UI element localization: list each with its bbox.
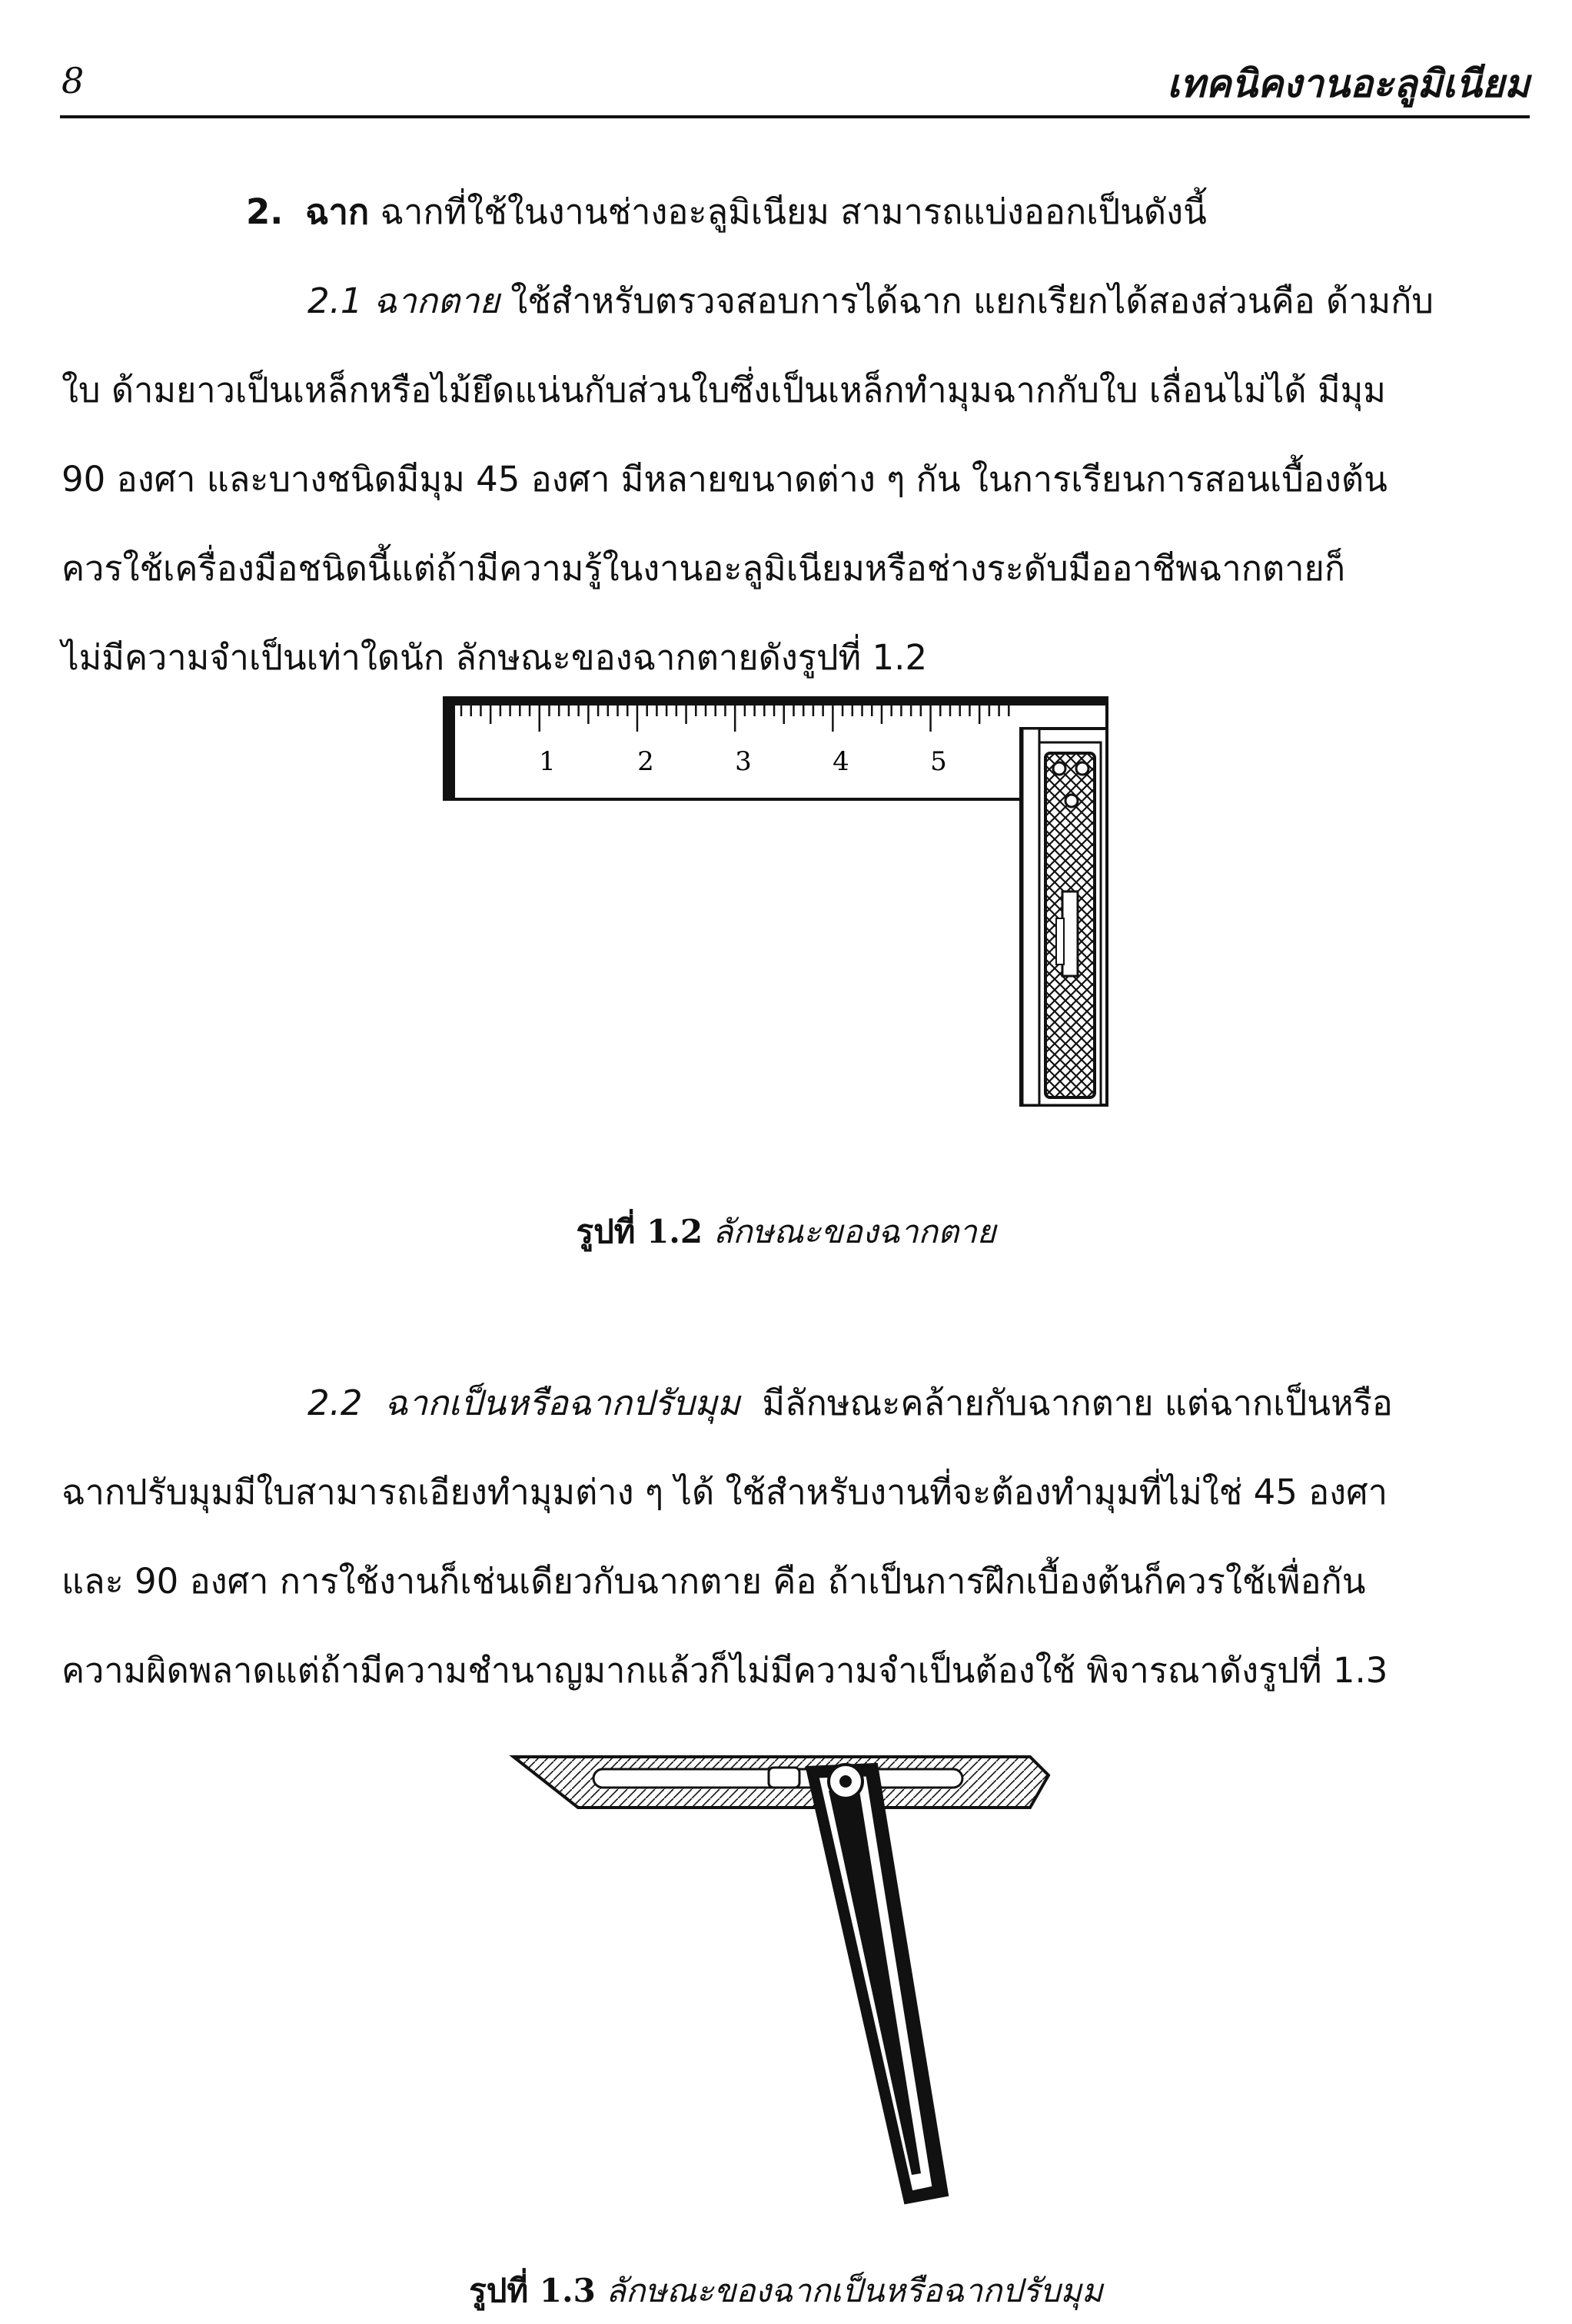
sub-2-1-title: ฉากตาย	[373, 281, 500, 321]
sub-2-2-number: 2.2	[307, 1383, 363, 1423]
figure-1-3-label: รูปที่ 1.3	[469, 2272, 596, 2309]
ruler-number-2: 2	[637, 746, 654, 777]
page-number: 8	[61, 60, 85, 101]
sub-2-1-line-4: ไม่มีความจำเป็นเท่าใดนัก ลักษณะของฉากตายดังรูปที่ 1.2	[61, 637, 928, 678]
sub-2-1-line-3: ควรใช้เครื่องมือชนิดนี้แต่ถ้ามีความรู้ในงานอะลูมิเนียมหรือช่างระดับมืออาชีพฉากตายก็	[61, 548, 1346, 589]
sub-2-1-line-1: ใบ ด้ามยาวเป็นเหล็กหรือไม้ยึดแน่นกับส่วนใบซึ่งเป็นเหล็กทำมุมฉากกับใบ เลื่อนไม่ได้ มีมุม	[61, 370, 1386, 410]
running-title: เทคนิคงานอะลูมิเนียม	[1167, 61, 1530, 106]
sub-2-2-line-2: และ 90 องศา การใช้งานก็เช่นเดียวกับฉากตาย คือ ถ้าเป็นการฝึกเบื้องต้นก็ควรใช้เพื่อกัน	[61, 1561, 1366, 1602]
figure-1-3-caption	[0, 2266, 1572, 2316]
sub-2-2-first-line	[61, 1359, 1530, 1448]
bevel-handle	[807, 1765, 947, 2203]
ruler-number-3: 3	[735, 746, 752, 777]
ruler-number-4: 4	[833, 746, 849, 777]
sub-2-2-title: ฉากเป็นหรือฉากปรับมุม	[384, 1383, 740, 1423]
sub-2-2-block	[61, 1359, 1530, 1715]
sub-2-1-line-2: 90 องศา และบางชนิดมีมุม 45 องศา มีหลายขนาดต่าง ๆ กัน ในการเรียนการสอนเบื้องต้น	[61, 459, 1388, 500]
sub-2-2-line-3: ความผิดพลาดแต่ถ้ามีความชำนาญมากแล้วก็ไม่มีความจำเป็นต้องใช้ พิจารณาดังรูปที่ 1.3	[61, 1650, 1388, 1691]
figure-1-3-text: ลักษณะของฉากเป็นหรือฉากปรับมุม	[606, 2272, 1103, 2309]
figure-1-2-text: ลักษณะของฉากตาย	[713, 1213, 996, 1250]
sub-2-2-line-0: มีลักษณะคล้ายกับฉากตาย แต่ฉากเป็นหรือ	[762, 1383, 1393, 1423]
ruler-number-1: 1	[539, 746, 556, 777]
section-2-heading: ฉาก	[305, 191, 370, 232]
bevel-blade	[513, 1757, 1049, 1808]
sub-2-1-line-0: ใช้สำหรับตรวจสอบการได้ฉาก แยกเรียกได้สองส่วนคือ ด้ามกับ	[510, 281, 1434, 321]
figure-1-2-caption	[0, 1207, 1572, 1257]
sub-2-1-number: 2.1	[307, 281, 363, 321]
square-stock	[1021, 729, 1107, 1105]
section-2-number: 2.	[246, 191, 284, 232]
figure-1-2-label: รูปที่ 1.2	[576, 1213, 703, 1250]
section-2-intro: ฉากที่ใช้ในงานช่างอะลูมิเนียม สามารถแบ่งออกเป็นดังนี้	[380, 191, 1207, 232]
sub-2-2-line-1: ฉากปรับมุมมีใบสามารถเอียงทำมุมต่าง ๆ ได้ ใช้สำหรับงานที่จะต้องทำมุมที่ไม่ใช่ 45 องศา	[61, 1472, 1388, 1512]
ruler-number-5: 5	[930, 746, 947, 777]
